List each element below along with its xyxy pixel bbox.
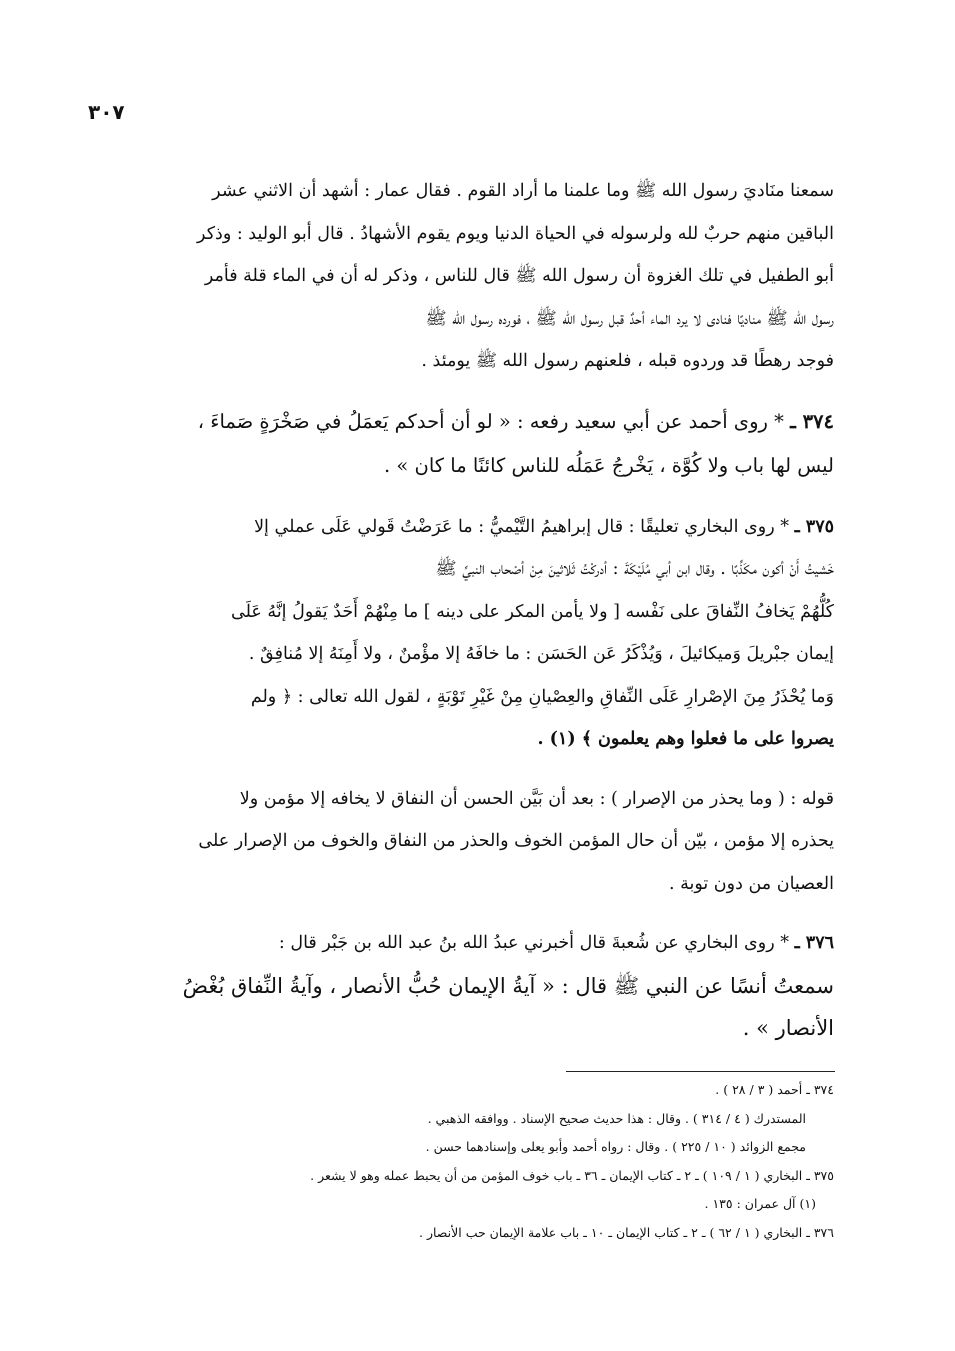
line-text: * روى البخاري عن شُعبةَ قال أخبرني عبدُ الله بنُ عبد الله بن جَبْر قال : <box>278 933 789 953</box>
footnote: ٣٧٥ ـ البخاري ( ١ / ١٠٩ ) ـ ٢ ـ كتاب الإيمان ـ ٣٦ ـ باب خوف المؤمن من أن يحبط عمله وهو لا يشعر . <box>310 1167 834 1183</box>
text-line: سمعنا منَاديَ رسول الله ﷺ وما علمنا ما أراد القوم . فقال عمار : أشهد أن الاثني عشر <box>212 181 834 201</box>
footnote: ٣٧٦ ـ البخاري ( ١ / ٦٢ ) ـ ٢ ـ كتاب الإيمان ـ ١٠ ـ باب علامة الإيمان حب الأنصار . <box>419 1224 834 1240</box>
text-line: رسول الله ﷺ مناديًا فنادى لا يرد الماء أحدٌ قبل رسول الله ﷺ ، فورده رسول الله ﷺ <box>425 308 834 329</box>
footnote-divider <box>566 1071 835 1072</box>
text-line <box>92 506 834 549</box>
text-line: وَما يُحْذَرُ مِنَ الإصْرارِ عَلَى النِّفاقِ والعِصْيانِ مِنْ غَيْرِ تَوْبَةٍ ، لقول الله تعالى : ﴿ ولم <box>250 686 834 707</box>
footnotes <box>92 1076 834 1247</box>
text-line <box>92 400 834 445</box>
text-line: قوله : ( وما يحذر من الإصرار ) : بعد أن بَيَّن الحسن أن النفاق لا يخافه إلا مؤمن ولا <box>239 788 834 809</box>
paragraph-hadith-376 <box>92 922 834 1050</box>
text-line <box>92 922 834 965</box>
text-line: يحذره إلا مؤمن ، بيّن أن حال المؤمن الخوف والحذر من النفاق والخوف من الإصرار على <box>198 831 834 851</box>
text-line: أبو الطفيل في تلك الغزوة أن رسول الله ﷺ قال للناس ، وذكر له أن في الماء قلة فأمر <box>204 266 834 286</box>
hadith-number: ٣٧٤ ـ <box>790 409 834 433</box>
page-number: ٣٠٧ <box>88 100 125 124</box>
hadith-number: ٣٧٦ ـ <box>794 933 834 953</box>
footnote: ٣٧٤ ـ أحمد ( ٣ / ٢٨ ) . <box>715 1082 834 1097</box>
text-line: ليس لها باب ولا كُوَّة ، يَخْرجُ عَمَلُه للناس كائنًا ما كان » . <box>383 454 834 477</box>
paragraph-narration <box>92 170 834 383</box>
paragraph-hadith-374 <box>92 400 834 489</box>
text-line: الباقين منهم حربٌ لله ولرسوله في الحياة الدنيا ويوم يقوم الأشهادُ . قال أبو الوليد : وذكر <box>197 223 834 244</box>
paragraph-commentary <box>92 778 834 906</box>
hadith-number: ٣٧٥ ـ <box>794 516 834 537</box>
page-body <box>92 170 834 1067</box>
quran-verse-line: يصروا على ما فعلوا وهم يعلمون ﴾ (١) . <box>537 729 834 749</box>
footnote: مجمع الزوائد ( ١٠ / ٢٢٥ ) . وقال : رواه أحمد وأبو يعلى وإسنادهما حسن . <box>425 1139 806 1154</box>
text-line: إيمان جبْريلَ وَميكائيلَ ، وَيُذْكَرُ عَن الحَسَن : ما خافَهُ إلا مؤْمنٌ ، ولا أَمِنَهُ إلا مُنافِقٌ . <box>248 644 834 664</box>
footnote: (١) آل عمران : ١٣٥ . <box>704 1196 816 1211</box>
text-line: كُلُّهُمْ يَخافُ النِّفاقَ على نَفْسه [ ولا يأمن المكر على دينه ] ما مِنْهُمْ أَحَدٌ يَقولُ إنَّهُ عَلَى <box>231 601 834 622</box>
footnote: المستدرك ( ٤ / ٣١٤ ) . وقال : هذا حديث صحيح الإسناد . ووافقه الذهبي . <box>427 1110 806 1126</box>
text-line: العصيان من دون توبة . <box>668 873 834 894</box>
text-line: سمعتُ أنسًا عن النبي ﷺ قال : « آيةُ الإيمان حُبُّ الأنصار ، وآيةُ النِّفاق بُغْضُ <box>182 973 834 998</box>
text-line: خَشيتُ أَنْ أكون مكَذِّبًا . وقال ابن أبي مُلَيْكَةَ : أدركْتُ ثَلاثينَ مِنْ أصْحاب النبيِّ ﷺ <box>435 559 834 579</box>
line-text: * روى أحمد عن أبي سعيد رفعه : « لو أن أحدكم يَعمَلُ في صَخْرَةٍ صَماءَ ، <box>197 409 784 433</box>
text-line: فوجد رهطًا قد وردوه قبله ، فلعنهم رسول الله ﷺ يومئذ . <box>421 351 834 371</box>
line-text: * روى البخاري تعليقًا : قال إبراهيمُ التَّيْميُّ : ما عَرَضْتُ قَولي عَلَى عملي إلا <box>254 516 789 537</box>
paragraph-hadith-375 <box>92 506 834 761</box>
text-line: الأنصار » . <box>742 1016 834 1040</box>
